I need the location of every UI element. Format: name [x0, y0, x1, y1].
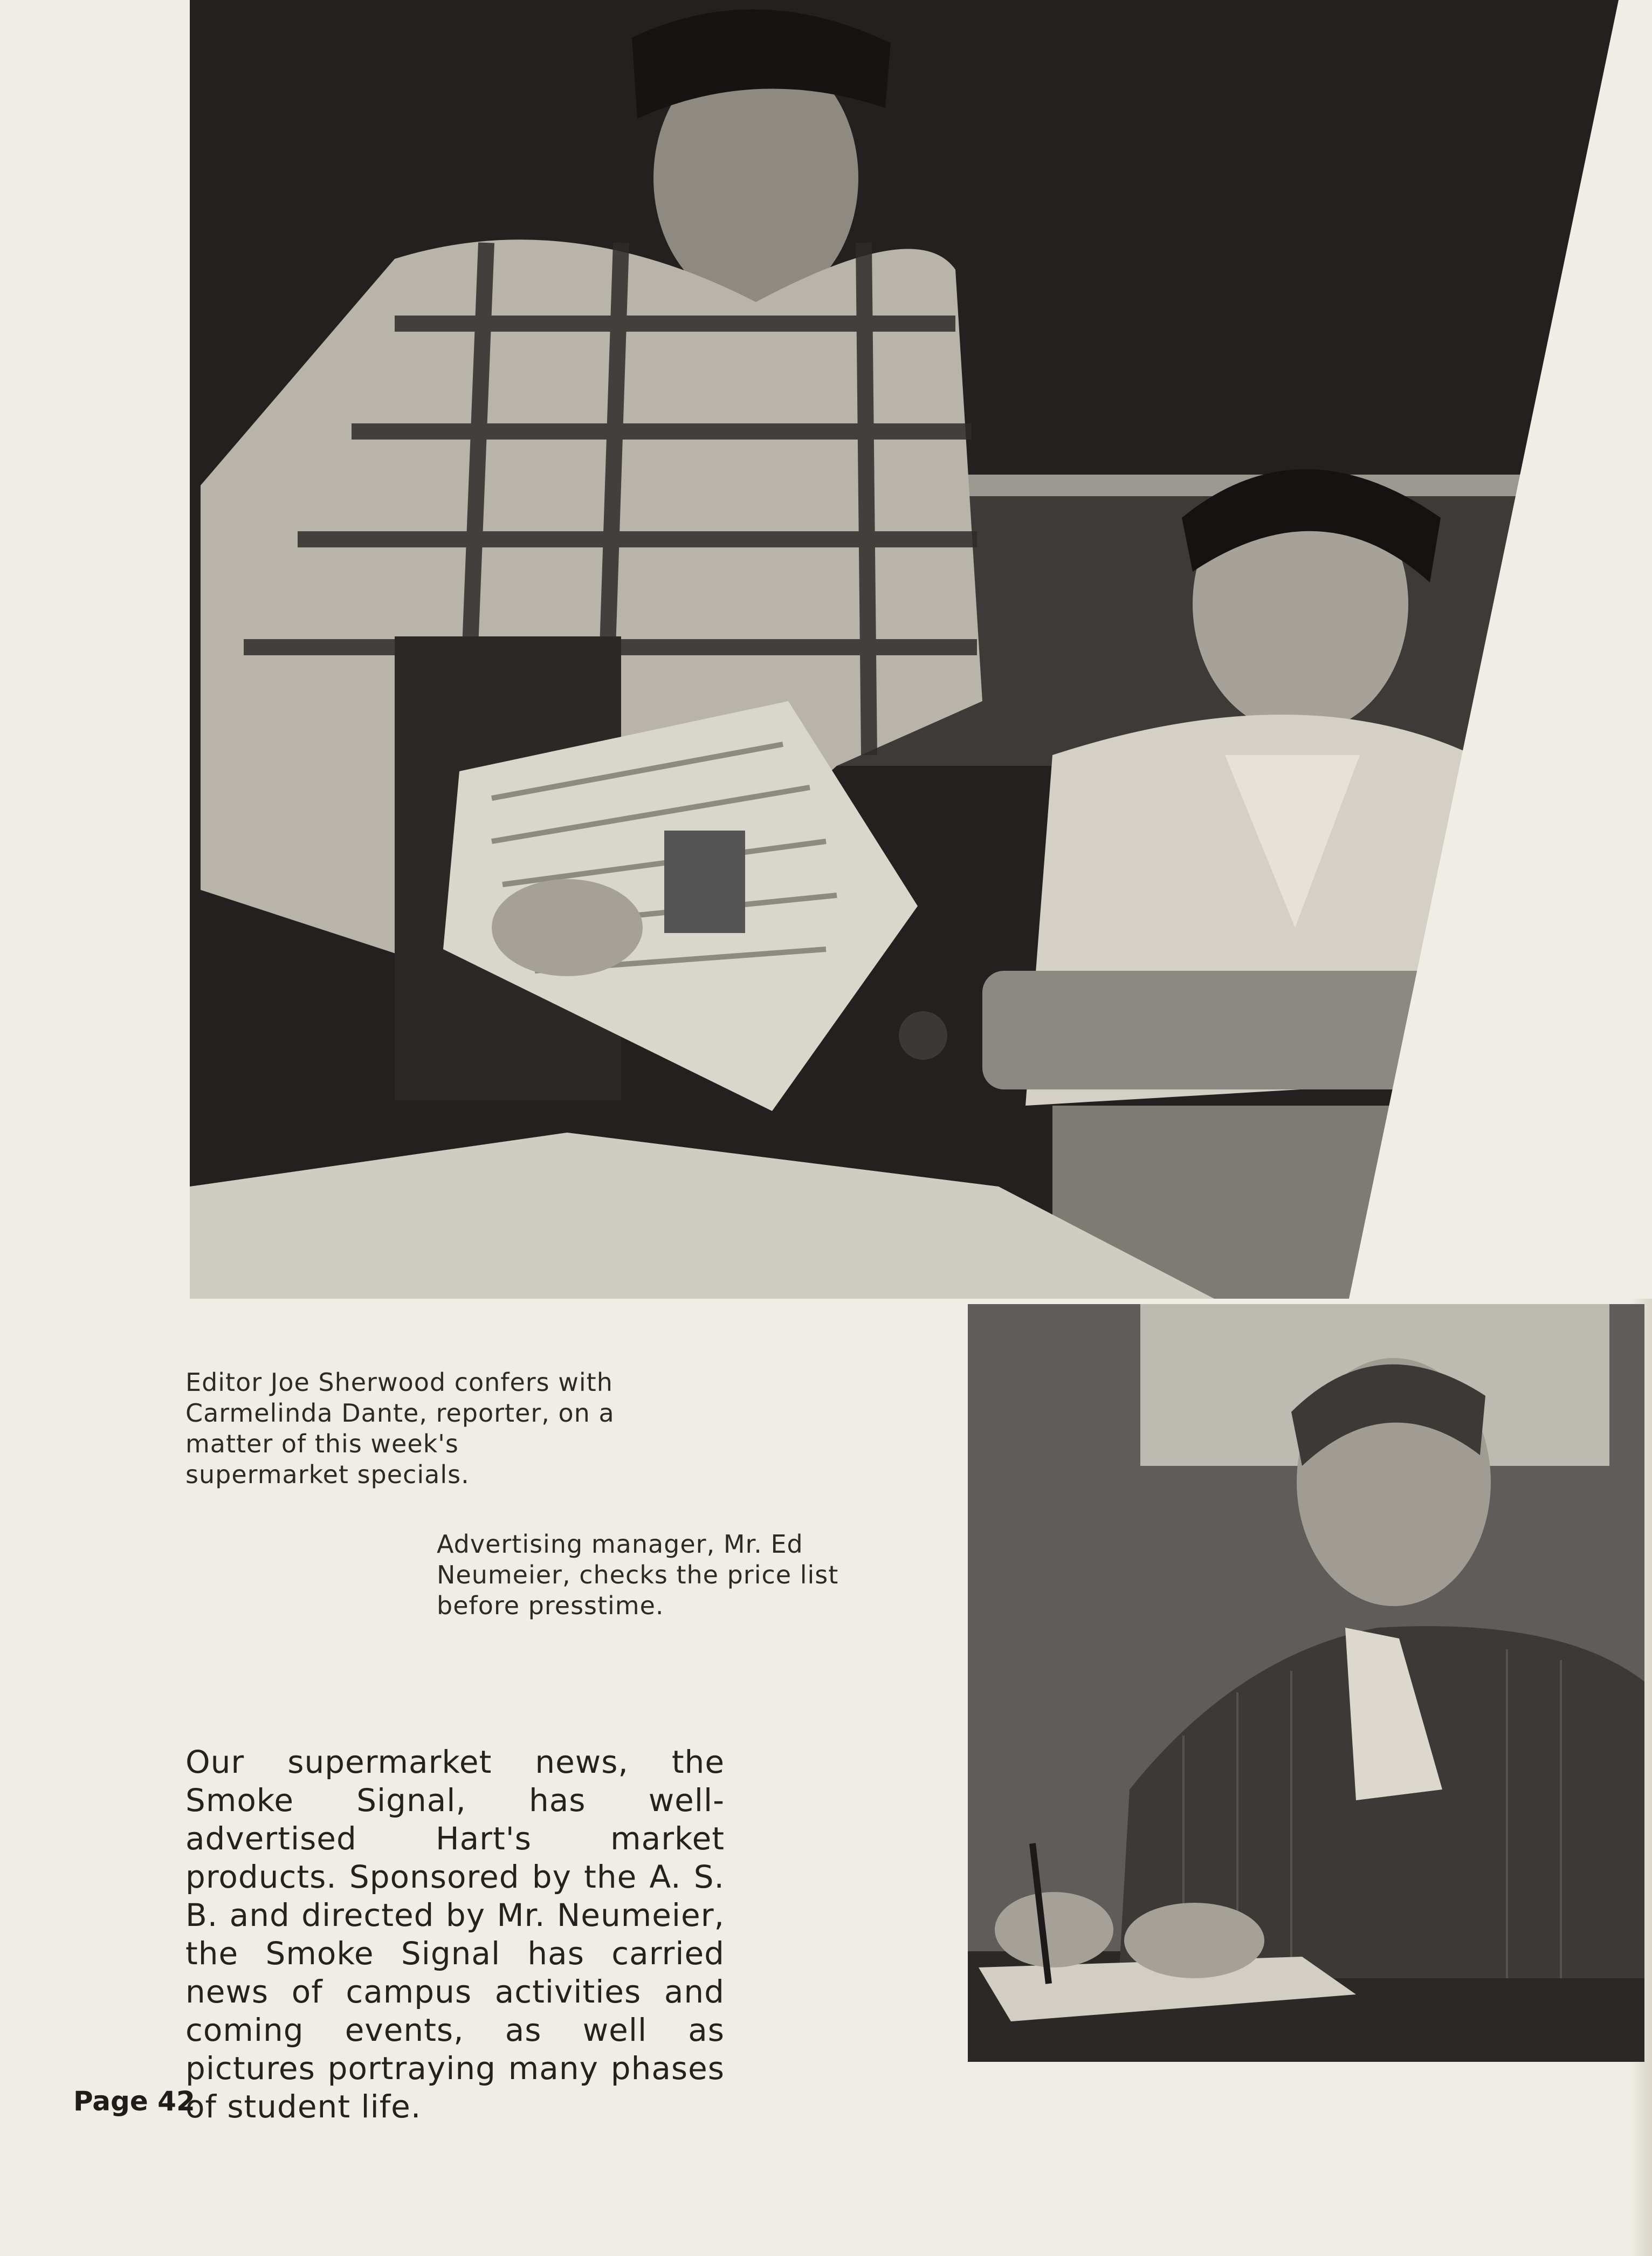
photo-advertising-manager — [968, 1304, 1644, 2062]
caption-editor-and-reporter: Editor Joe Sherwood confers with Carmelinda Dante, reporter, on a matter of this week's supermarket specials. — [185, 1368, 615, 1489]
caption-advertising-manager: Advertising manager, Mr. Ed Neumeier, checks the price list before presstime. — [437, 1530, 839, 1620]
photo-editor-and-reporter-image — [190, 0, 1652, 1299]
photo-editor-and-reporter — [190, 0, 1652, 1299]
body-paragraph: Our supermarket news, the Smoke Signal, has well-advertised Hart's market products. Sponsored by the A. S. B. and directed by Mr. Neumeier, the Smoke Signal has carried news of campus activities and coming events, as well as pictures portraying many phases of student life. — [185, 1744, 725, 2125]
page-number: Page 42 — [73, 2086, 195, 2117]
photo-advertising-manager-image — [968, 1304, 1644, 2062]
